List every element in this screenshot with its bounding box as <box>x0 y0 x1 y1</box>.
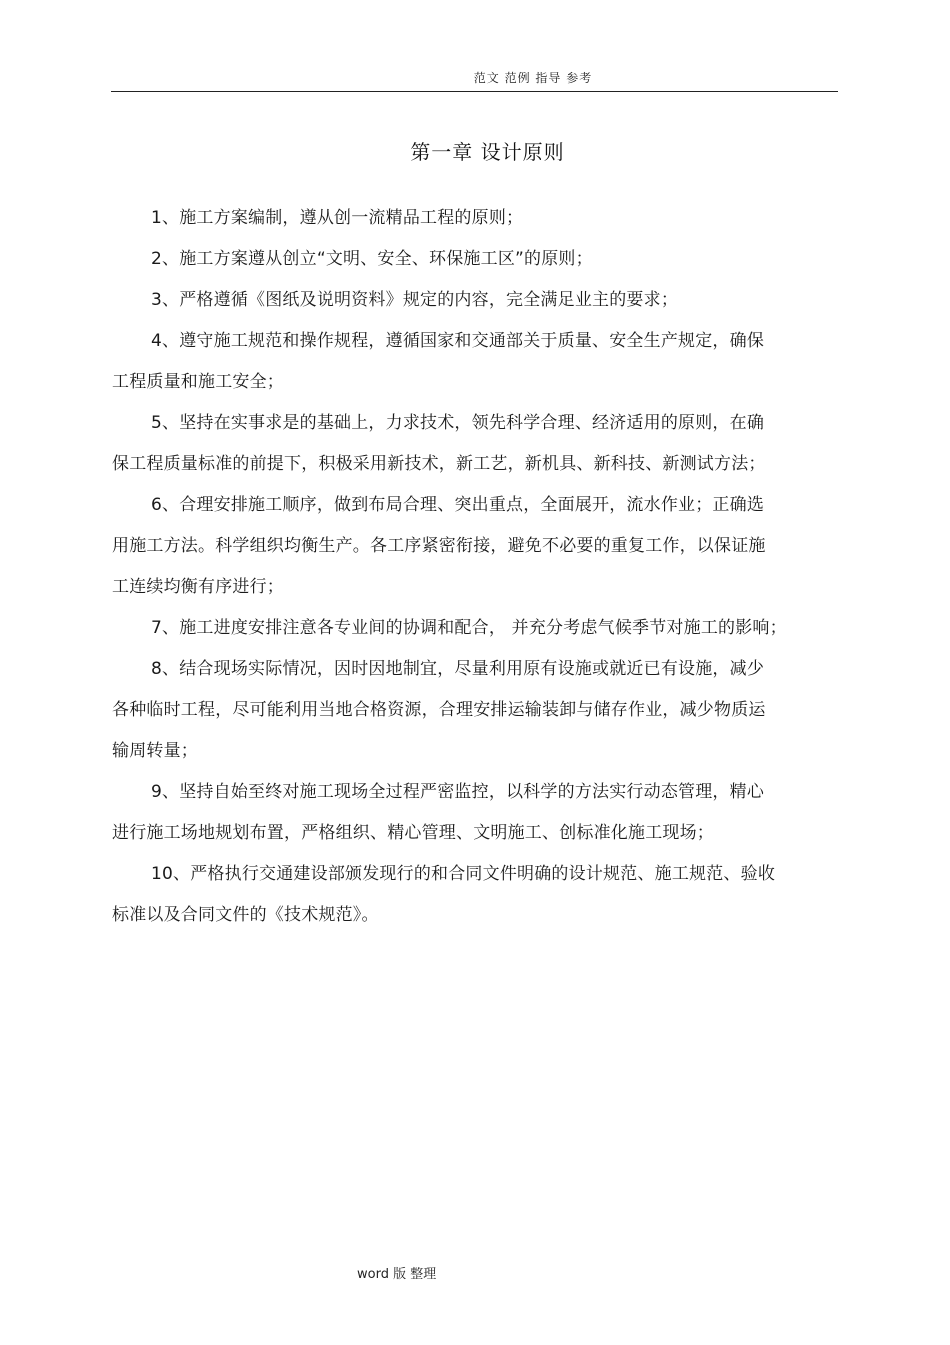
paragraph-line: 工连续均衡有序进行； <box>112 577 284 597</box>
document-body <box>112 198 832 936</box>
paragraph-line: 8、结合现场实际情况，因时因地制宜，尽量利用原有设施或就近已有设施，减少 <box>151 659 765 679</box>
paragraph-line: 工程质量和施工安全； <box>112 372 284 392</box>
paragraph-line: 7、施工进度安排注意各专业间的协调和配合， 并充分考虑气候季节对施工的影响； <box>151 618 787 638</box>
paragraph-line: 进行施工场地规划布置，严格组织、精心管理、文明施工、创标准化施工现场； <box>112 823 714 843</box>
header-divider <box>111 91 838 92</box>
paragraph-line: 10、严格执行交通建设部颁发现行的和合同文件明确的设计规范、施工规范、验收 <box>151 864 776 884</box>
paragraph-line: 1、施工方案编制，遵从创一流精品工程的原则； <box>151 208 524 228</box>
paragraph-line: 2、施工方案遵从创立“文明、安全、环保施工区”的原则； <box>151 249 593 269</box>
paragraph-line: 标准以及合同文件的《技术规范》。 <box>112 905 379 925</box>
chapter-title: 第一章 设计原则 <box>410 140 565 164</box>
paragraph-line: 9、坚持自始至终对施工现场全过程严密监控，以科学的方法实行动态管理，精心 <box>151 782 765 802</box>
page-header: 范文 范例 指导 参考 <box>473 71 593 85</box>
paragraph-line: 各种临时工程，尽可能利用当地合格资源，合理安排运输装卸与储存作业，减少物质运 <box>112 700 766 720</box>
paragraph-line: 3、严格遵循《图纸及说明资料》规定的内容，完全满足业主的要求； <box>151 290 679 310</box>
paragraph-line: 6、合理安排施工顺序，做到布局合理、突出重点，全面展开，流水作业；正确选 <box>151 495 765 515</box>
paragraph-line: 保工程质量标准的前提下，积极采用新技术，新工艺，新机具、新科技、新测试方法； <box>112 454 766 474</box>
paragraph-line: 用施工方法。科学组织均衡生产。各工序紧密衔接，避免不必要的重复工作，以保证施 <box>112 536 766 556</box>
paragraph-line: 输周转量； <box>112 741 198 761</box>
paragraph-line: 5、坚持在实事求是的基础上，力求技术，领先科学合理、经济适用的原则，在确 <box>151 413 765 433</box>
page-footer: word 版 整理 <box>357 1267 437 1282</box>
paragraph-line: 4、遵守施工规范和操作规程，遵循国家和交通部关于质量、安全生产规定，确保 <box>151 331 765 351</box>
